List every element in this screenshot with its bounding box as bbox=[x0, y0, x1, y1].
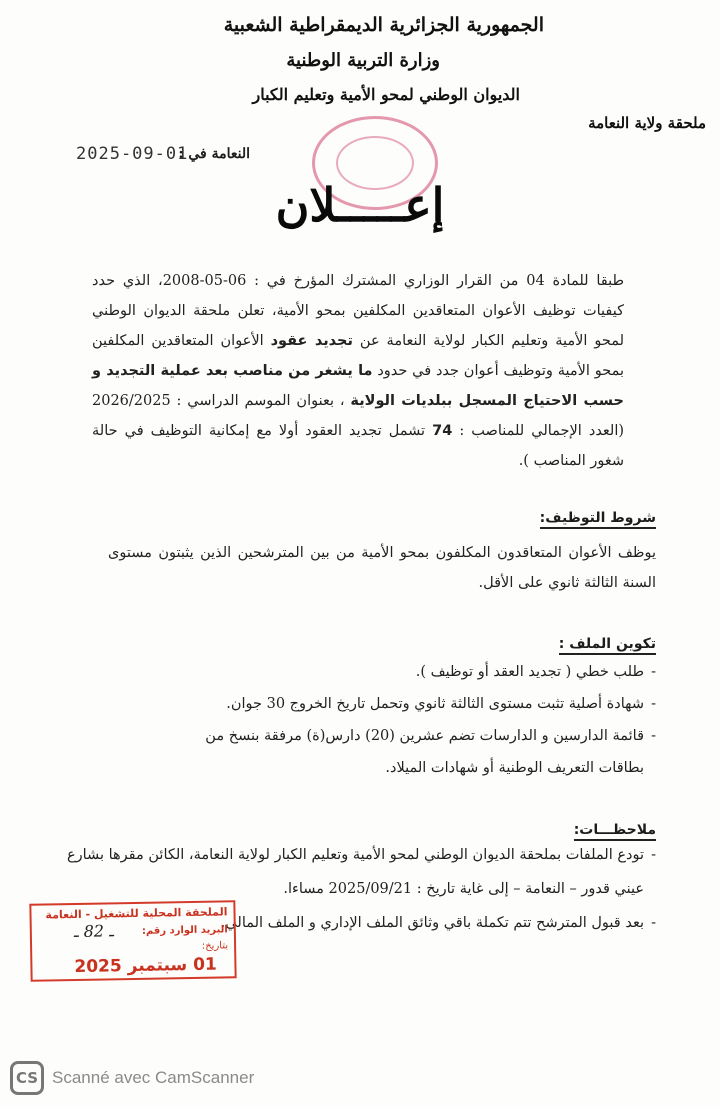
list-item: - تودع الملفات بملحقة الديوان الوطني لمحو الأمية وتعليم الكبار لولاية النعامة، الكائن مقرها بشارع عيني قدور – النعامة – إلى غاية تاريخ : 2025/09/21 مساءا. bbox=[64, 838, 656, 906]
camscanner-footer bbox=[10, 1061, 254, 1095]
intro-bold-vacancies: ما يشغر من مناصب بعد عملية التجديد و حسب الاحتياج المسجل ببلديات الولاية bbox=[92, 363, 625, 409]
intro-paragraph bbox=[92, 266, 624, 476]
stamp-mail-number-label: البريد الوارد رقم: bbox=[141, 924, 228, 937]
ministry-heading: وزارة التربية الوطنية bbox=[286, 50, 440, 71]
notes-title: ملاحظـــات: bbox=[574, 822, 656, 841]
date-value: 2025-09-01 bbox=[76, 144, 189, 164]
republic-heading: الجمهورية الجزائرية الديمقراطية الشعبية bbox=[223, 14, 544, 36]
camscanner-text: Scanné avec CamScanner bbox=[52, 1068, 255, 1087]
stamp-date: 01 سبتمبر 2025 bbox=[74, 954, 217, 978]
stamp-agency-name: الملحقة المحلية للتشغيل - النعامة bbox=[45, 905, 228, 922]
conditions-title: شروط التوظيف: bbox=[540, 510, 656, 529]
intro-part-4: تشمل تجديد العقود أولا مع إمكانية التوظيف في حالة شغور المناصب ). bbox=[92, 423, 624, 469]
annex-heading: ملحقة ولاية النعامة bbox=[588, 114, 706, 132]
conditions-text: يوظف الأعوان المتعاقدون المكلفون بمحو الأمية من بين المترشحين الذين يثبتون مستوى السنة الثالثة ثانوي على الأقل. bbox=[108, 545, 656, 591]
office-heading: الديوان الوطني لمحو الأمية وتعليم الكبار bbox=[252, 85, 520, 104]
list-item: - بعد قبول المترشح تتم تكملة باقي وثائق الملف الإداري و الملف المالي. bbox=[64, 906, 656, 940]
stamp-date-label: بتاريخ: bbox=[201, 940, 229, 952]
intro-part-2: الأعوان المتعاقدين المكلفين بمحو الأمية وتوظيف أعوان جدد في حدود bbox=[92, 333, 624, 379]
file-list bbox=[158, 656, 656, 784]
incoming-mail-stamp bbox=[29, 900, 236, 982]
list-item: - قائمة الدارسين و الدارسات تضم عشرين (20) دارس(ة) مرفقة بنسخ من بطاقات التعريف الوطنية أو شهادات الميلاد. bbox=[158, 720, 656, 784]
camscanner-logo-icon: CS bbox=[10, 1061, 44, 1095]
intro-part-1: طبقا للمادة 04 من القرار الوزاري المشترك المؤرخ في : 06-05-2008، الذي حدد كيفيات توظيف الأعوان المتعاقدين المكلفين بمحو الأمية، تعلن ملحقة الديوان الوطني لمحو الأمية وتعليم الكبار لولاية النعامة عن bbox=[92, 273, 625, 349]
file-title: تكوين الملف : bbox=[559, 636, 656, 655]
intro-bold-total: 74 bbox=[432, 423, 453, 439]
intro-part-3: ، بعنوان الموسم الدراسي : 2026/2025 (العدد الإجمالي للمناصب : bbox=[92, 393, 625, 439]
intro-bold-renewal: تجديد عقود bbox=[270, 333, 353, 349]
stamp-handwritten-number: ـ 82 ـ bbox=[73, 921, 114, 942]
list-item: - شهادة أصلية تثبت مستوى الثالثة ثانوي وتحمل تاريخ الخروج 30 جوان. bbox=[158, 688, 656, 720]
date-label: النعامة في : bbox=[178, 146, 250, 162]
list-item: - طلب خطي ( تجديد العقد أو توظيف ). bbox=[158, 656, 656, 688]
announcement-title: إعـــــلان bbox=[275, 178, 445, 232]
